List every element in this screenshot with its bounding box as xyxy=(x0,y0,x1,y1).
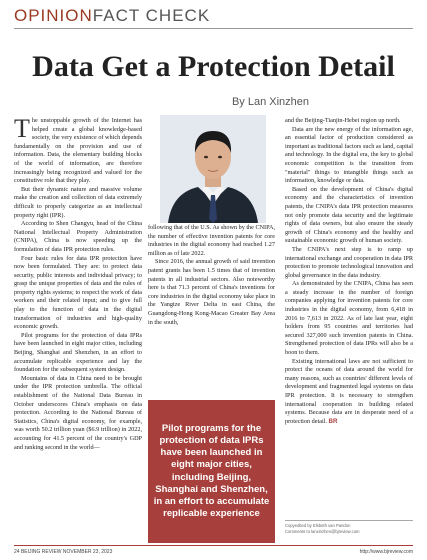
paragraph: Four basic rules for data IPR protection have now been formulated. They are: to protect data security, public interests and individual privacy; to grasp the unique properties of data and the rules of property rights systems; to respect the work of data workers and their related input; and to give full play to the function of data in the digital transformation of industries and high-quality economic growth. xyxy=(14,254,142,331)
paragraph: The unstoppable growth of the Internet has helped create a global knowledge-based society, the very existence of which depends fundamentally on the provision and use of information. Data, the elementary building blocks of the world of information, are therefore increasingly being recognized and valued for the constitutive role that they play. xyxy=(14,114,142,185)
column-3 xyxy=(285,117,413,426)
portrait-image xyxy=(160,115,266,223)
author-photo xyxy=(160,115,266,223)
column-1 xyxy=(14,114,142,452)
credit-box xyxy=(285,520,413,535)
byline: By Lan Xinzhen xyxy=(231,96,309,108)
copyedit-credit: Copyedited by Elsbeth van Paridon xyxy=(285,523,351,528)
comments-email: Comments to lanxinzhen@bjreview.com xyxy=(285,529,360,534)
paragraph: and the Beijing-Tianjin-Hebei region up north. xyxy=(285,117,401,124)
footer-url[interactable]: http://www.bjreview.com xyxy=(359,549,413,555)
paragraph: Mountains of data in China need to be brought under the IPR protection umbrella. The official establishment of the National Data Bureau in October underscores China's emphasis on data protection. According to the National Bureau of Statistics, China's digital economy, for example, was worth 50.2 trillion yuan ($6.9 trillion) in 2022, accounting for 41.5 percent of the country's GDP and ranking second in the world— xyxy=(14,374,142,451)
paragraph: Based on the development of China's digital economy and the characteristics of invention patents, the CNIPA's data IPR protection measures not only promote data security and the legitimate rights of data owners, but also ensure the steady growth of China's economy and the healthy and sustainable economic growth of human society. xyxy=(285,185,413,245)
pull-quote xyxy=(148,400,275,543)
footer-page-info: 24 BEIJING REVIEW NOVEMBER 23, 2023 xyxy=(14,549,113,555)
paragraph: According to Shen Changyu, head of the China National Intellectual Property Administration (CNIPA), China is now speeding up the formulation of data IPR protection rules. xyxy=(14,220,142,253)
pull-quote-text: Pilot programs for the protection of data IPRs have been launched in eight major cities, including Beijing, Shanghai and Shenzhen, in an effort to accumulate replicable experience xyxy=(153,422,270,520)
section-header xyxy=(14,6,413,26)
drop-cap: T xyxy=(14,114,30,143)
paragraph: Since 2016, the annual growth of said invention patent grants has been 1.5 times that of invention patents in all industrial sectors. Also noteworthy here is that 71.3 percent of China's inventions for core industries in the digital economy take place in the Yangtze River Delta in east China, the Guangdong-Hong Kong-Macao Greater Bay Area in the south, xyxy=(148,258,275,326)
paragraph: Pilot programs for the protection of data IPRs have been launched in eight major cities, including Beijing, Shanghai and Shenzhen, in an effort to accumulate replicable experience and lay the foundation for the subsequent system design. xyxy=(14,331,142,374)
paragraph: following that of the U.S. As shown by the CNIPA, the number of effective invention patents for core industries in the digital economy had reached 1.27 million as of late 2022. xyxy=(148,224,275,257)
article-title: Data Get a Protection Detail xyxy=(32,50,395,83)
paragraph: The CNIPA's next step is to ramp up international exchange and cooperation in data IPR protection to promote technological innovation and global governance in the data industry. xyxy=(285,245,413,279)
column-2 xyxy=(148,224,275,327)
header-rule xyxy=(14,28,413,29)
paragraph: As demonstrated by the CNIPA, China has seen a steady increase in the number of foreign companies applying for invention patents for core industries in the digital economy, from 6,418 in 2016 to 7,613 in 2022. As of late last year, eight holders from 95 countries and territories had secured 327,000 such invention patents in China. Strengthened protection of data IPRs will also be a boon to them. xyxy=(285,280,413,357)
section-sublabel: FACT CHECK xyxy=(92,6,211,25)
section-label: OPINION xyxy=(14,6,93,25)
paragraph: But their dynamic nature and massive volume make the creation and collection of data extremely difficult to properly categorize as an intellectual property right (IPR). xyxy=(14,185,142,219)
paragraph: Data are the new energy of the information age, an essential factor of production considered as important as traditional factors such as land, capital and technology. In the digital era, the key to global economic competition is the transition from "material" things to intangible things such as information, knowledge or data. xyxy=(285,125,413,185)
end-mark: BR xyxy=(328,417,338,425)
page-footer xyxy=(14,545,413,555)
paragraph: Existing international laws are not sufficient to protect the oceans of data around the world for many reasons, such as countries' different levels of development and fragmented legal systems on data IPR protection. It is necessary to strengthen international cooperation in building related systems. Because data are in desperate need of a protection detail. BR xyxy=(285,357,413,425)
